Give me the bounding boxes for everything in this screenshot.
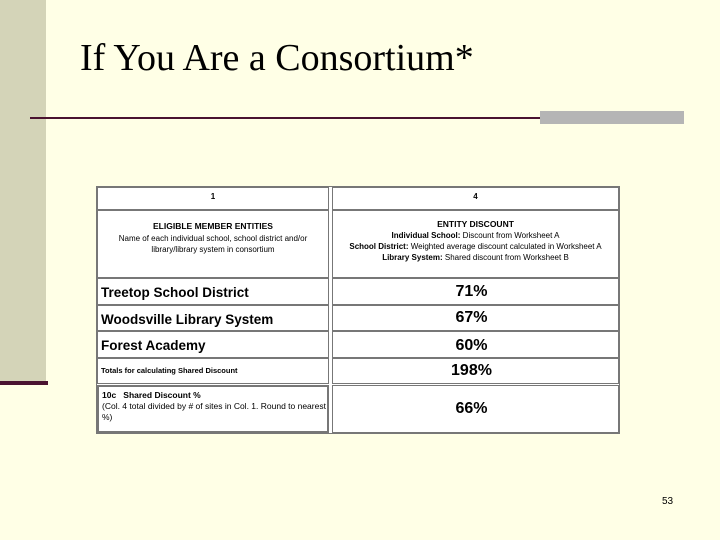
entity-discount-title: ENTITY DISCOUNT <box>437 219 514 229</box>
shared-discount-value: 66% <box>332 385 619 433</box>
entity-name-row-1: Treetop School District <box>97 278 329 305</box>
eligible-entities-title: ELIGIBLE MEMBER ENTITIES <box>153 221 273 231</box>
column-number-1: 1 <box>97 187 329 210</box>
discount-worksheet <box>96 186 620 434</box>
shared-discount-label: 10c Shared Discount % (Col. 4 total divided by # of sites in Col. 1. Round to nearest %) <box>97 385 329 433</box>
totals-value: 198% <box>332 358 619 384</box>
sidebar-bar <box>0 0 46 382</box>
entity-discount-line-school: Individual School: Discount from Worksheet A <box>391 231 560 240</box>
entity-name-row-3: Forest Academy <box>97 331 329 358</box>
entity-discount-row-1: 71% <box>332 278 619 305</box>
eligible-entities-description: Name of each individual school, school district and/or library/library system in consortium <box>118 234 308 254</box>
totals-label: Totals for calculating Shared Discount <box>97 358 329 384</box>
entity-discount-line-library: Library System: Shared discount from Worksheet B <box>382 253 569 262</box>
sidebar-underline <box>0 381 48 385</box>
entity-discount-row-2: 67% <box>332 305 619 331</box>
eligible-entities-header <box>97 210 329 278</box>
title-rule <box>30 117 540 119</box>
page-number: 53 <box>662 496 674 507</box>
entity-discount-line-district: School District: Weighted average discount calculated in Worksheet A <box>349 242 602 251</box>
title-rule-accent <box>540 111 684 124</box>
slide-title: If You Are a Consortium* <box>80 37 474 79</box>
entity-name-row-2: Woodsville Library System <box>97 305 329 331</box>
entity-discount-row-3: 60% <box>332 331 619 358</box>
entity-discount-header <box>332 210 619 278</box>
column-number-4: 4 <box>332 187 619 210</box>
